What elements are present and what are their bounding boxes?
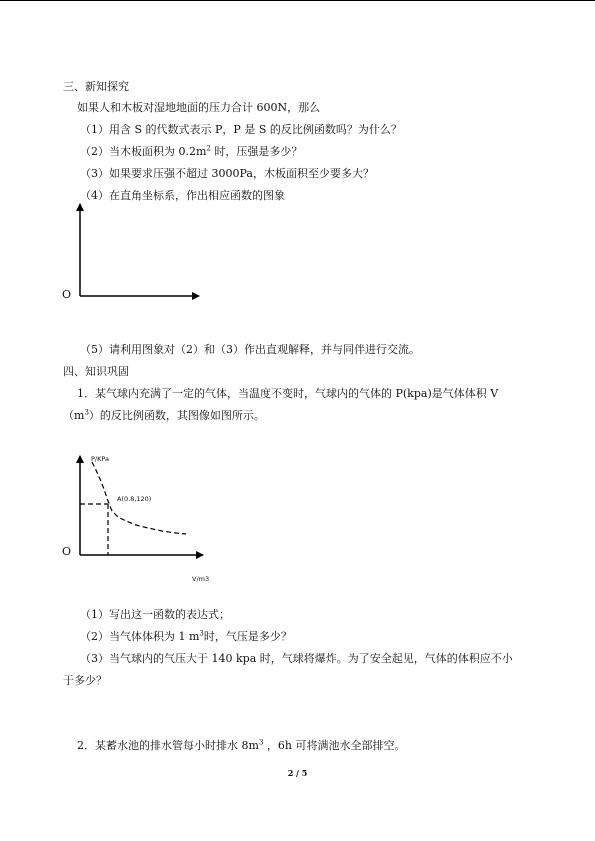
- sub-question-2: （2）当气体体积为 1 $m^3$时，气压是多少？: [80, 629, 292, 643]
- problem-1-line-1: 1．某气球内充满了一定的气体，当温度不变时，气球内的气体的 P(kpa)是气体体积 V: [77, 387, 499, 400]
- page-number: 2 / 5: [287, 768, 308, 778]
- question-5: （5）请利用图象对（2）和（3）作出直观解释，并与同伴进行交流。: [80, 343, 420, 356]
- section-3-heading: 三、新知探究: [63, 80, 129, 93]
- point-a-label: A(0.8,120): [117, 495, 152, 503]
- sub-question-1: （1）写出这一函数的表达式；: [80, 608, 230, 621]
- section-3-intro: 如果人和木板对湿地地面的压力合计 600N，那么: [77, 101, 321, 114]
- section-4-heading: 四、知识巩固: [63, 365, 129, 378]
- question-3: （3）如果要求压强不超过 3000Pa，木板面积至少要多大？: [80, 167, 374, 180]
- sub-question-3-line-1: （3）当气球内的气压大于 140 kpa 时，气球将爆炸。为了安全起见，气体的体积应不小: [80, 652, 513, 665]
- question-4: （4）在直角坐标系，作出相应函数的图象: [80, 189, 285, 202]
- problem-1-line-2: $(m^3)$的反比例函数，其图像如图所示。: [63, 408, 265, 422]
- question-1: （1）用含 S 的代数式表示 P，P 是 S 的反比例函数吗？为什么？: [80, 123, 402, 136]
- pv-x-axis-label: V/m3: [192, 575, 210, 583]
- problem-2: 2．某蓄水池的排水管每小时排水 $8m^3$ ，6h 可将满池水全部排空。: [77, 738, 406, 752]
- question-2: （2）当木板面积为 $0.2m^2$ 时，压强是多少？: [80, 144, 303, 158]
- pv-origin: O: [62, 545, 72, 558]
- sub-question-3-line-2: 于多少？: [63, 674, 107, 687]
- pv-y-axis-label: P/KPa: [91, 455, 109, 463]
- blank-axes-origin: O: [62, 288, 72, 301]
